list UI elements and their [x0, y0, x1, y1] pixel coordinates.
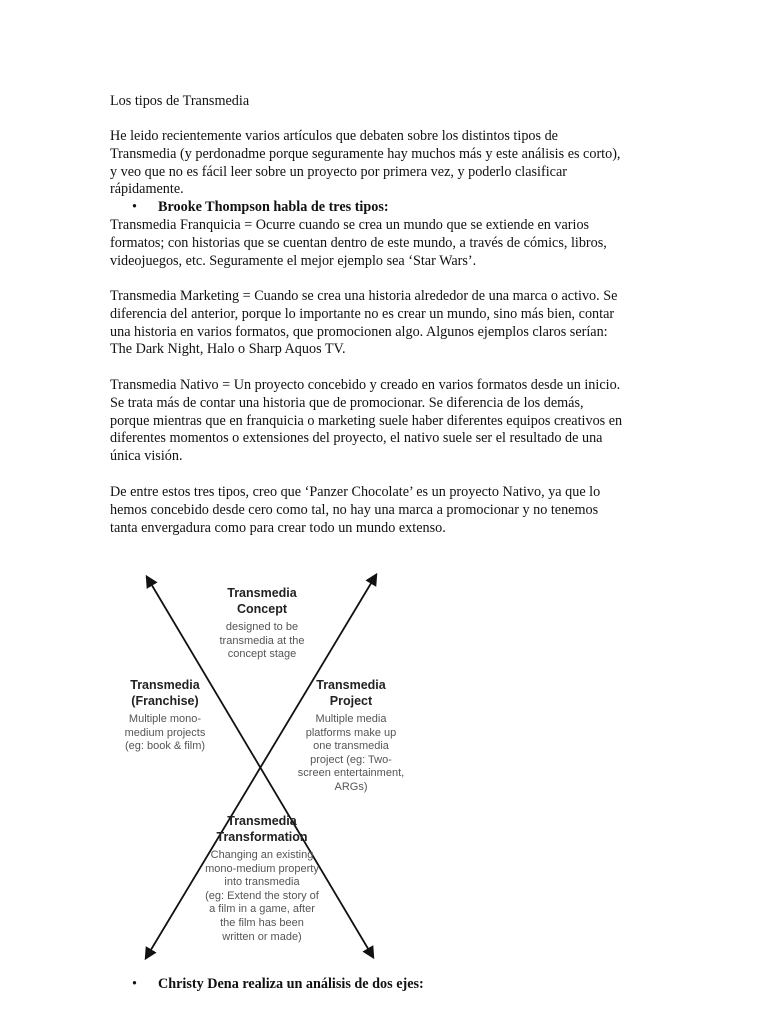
paragraph-marketing: Transmedia Marketing = Cuando se crea una historia alrededor de una marca o activo. Se diferencia del anterior, porque lo importante no es crear un mundo, sino más bien, contar una historia en varios formatos, que promocionen algo. Algunos ejemplos claros serían: The Dark Night, Halo o Sharp Aquos TV. — [110, 288, 618, 358]
transformation-description: Changing an existing mono-medium property into transmedia (eg: Extend the story of a film in a game, after the film has been written or made) — [205, 849, 319, 943]
bullet-christy-dena — [132, 976, 424, 994]
project-title: Transmedia Project — [316, 678, 386, 708]
label-transmedia-project — [286, 678, 416, 795]
document-title: Los tipos de Transmedia — [110, 93, 250, 109]
paragraph-franquicia: Transmedia Franquicia = Ocurre cuando se crea un mundo que se extiende en varios formatos; con historias que se cuentan dentro de este mundo, a través de cómics, libros, videojuegos, etc. Seguramente el mejor ejemplo sea ‘Star Wars’. — [110, 217, 607, 269]
label-transmedia-concept — [200, 586, 324, 662]
bullet-text: Christy Dena realiza un análisis de dos ejes: — [158, 976, 424, 992]
label-transmedia-franchise — [106, 678, 224, 754]
franchise-title: Transmedia (Franchise) — [130, 678, 200, 708]
bullet-brooke-thompson — [132, 199, 389, 217]
transmedia-axes-diagram — [100, 560, 440, 970]
concept-description: designed to be transmedia at the concept stage — [219, 621, 305, 661]
project-description: Multiple media platforms make up one transmedia project (eg: Two- screen entertainment, ARGs) — [297, 713, 405, 793]
concept-title: Transmedia Concept — [227, 586, 297, 616]
paragraph-nativo: Transmedia Nativo = Un proyecto concebido y creado en varios formatos desde un inicio. Se trata más de contar una historia que de promocionar. Se diferencia de los demás, porque mientras que en franquicia o marketing suele haber diferentes equipos creativos en diferentes momentos o extensiones del proyecto, el nativo suele ser el resultado de una única visión. — [110, 377, 623, 465]
bullet-icon: • — [132, 199, 137, 215]
bullet-text: Brooke Thompson habla de tres tipos: — [158, 199, 389, 215]
label-transmedia-transformation — [192, 814, 332, 944]
bullet-icon: • — [132, 976, 137, 992]
paragraph-conclusion: De entre estos tres tipos, creo que ‘Panzer Chocolate’ es un proyecto Nativo, ya que lo hemos concebido desde cero como tal, no hay una marca a promocionar y no tenemos tanta envergadura como para crear todo un mundo extenso. — [110, 484, 601, 536]
transformation-title: Transmedia Transformation — [216, 814, 308, 844]
intro-paragraph: He leido recientemente varios artículos que debaten sobre los distintos tipos de Transmedia (y perdonadme porque seguramente hay muchos más y este análisis es corto), y veo que no es fácil leer sobre un proyecto por primera vez, y poderlo clasificar rápidamente. — [110, 128, 621, 198]
franchise-description: Multiple mono- medium projects (eg: book & film) — [124, 713, 206, 753]
